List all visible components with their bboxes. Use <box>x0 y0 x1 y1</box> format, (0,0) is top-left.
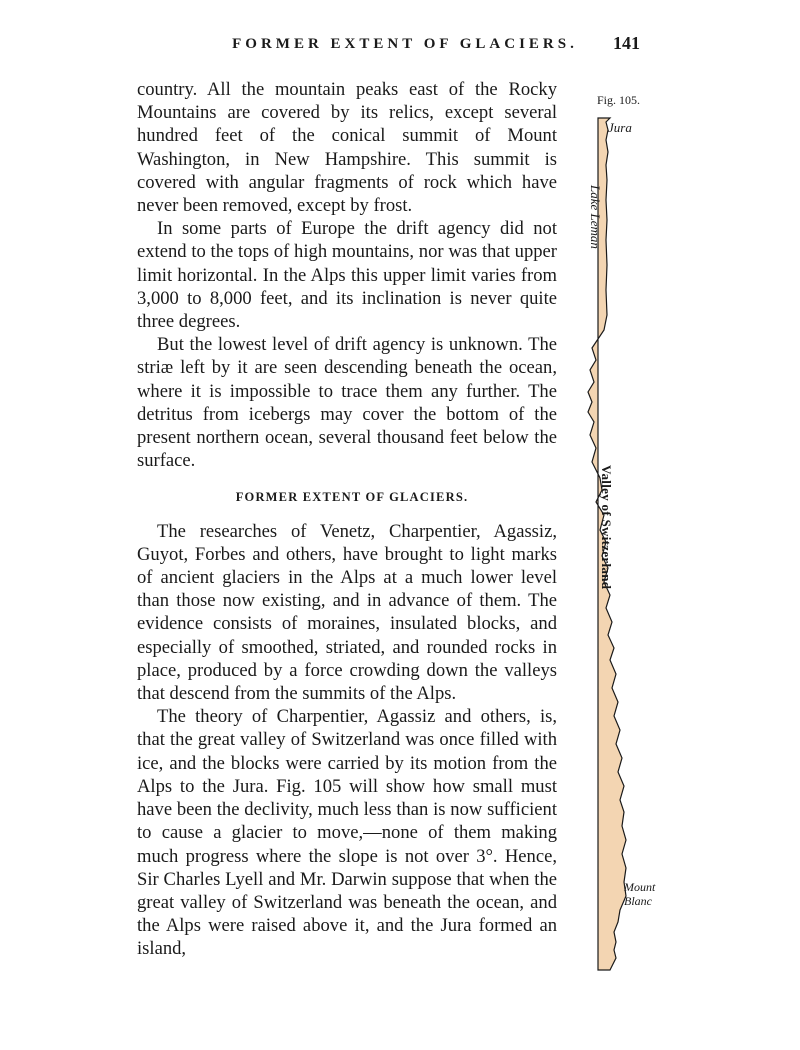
running-title: FORMER EXTENT OF GLACIERS. <box>232 36 578 52</box>
figure-105 <box>570 90 690 990</box>
label-lake-leman: Lake Leman <box>588 185 603 249</box>
label-valley-of-switzerland: Valley of Switzerland <box>599 465 614 590</box>
label-mont-blanc <box>624 880 684 908</box>
paragraph-1: country. All the mountain peaks east of the Rocky Mountains are covered by its relics, except several hundred feet of the conical summit of Mount Washington, in New Hampshire. This summit is covered with angular fragments of rock which have never been removed, except by frost. <box>137 79 557 217</box>
paragraph-5: The theory of Charpentier, Agassiz and others, is, that the great valley of Switzerland was once filled with ice, and the blocks were carried by its motion from the Alps to the Jura. Fig. 105 will show how small must have been the declivity, much less than is now sufficient to cause a glacier to move,—none of them making much progress where the slope is not over 3°. Hence, Sir Charles Lyell and Mr. Darwin suppose that when the great valley of Switzerland was beneath the ocean, and the Alps were raised above it, and the Jura formed an island, <box>137 706 557 960</box>
section-heading: FORMER EXTENT OF GLACIERS. <box>235 490 469 505</box>
label-mont-blanc-line2: Blanc <box>624 894 652 908</box>
figure-label: Fig. 105. <box>597 93 641 107</box>
paragraph-3: But the lowest level of drift agency is unknown. The striæ left by it are seen descending beneath the ocean, where it is impossible to trace them any further. The detritus from icebergs may cover the bottom of the present northern ocean, several thousand feet below the surface. <box>137 334 557 472</box>
label-mont-blanc-line1: Mount <box>624 880 656 894</box>
page-number: 141 <box>613 33 640 53</box>
paragraph-4: The researches of Venetz, Charpentier, Agassiz, Guyot, Forbes and others, have brought to light marks of ancient glaciers in the Alps at a much lower level than those now existing, and in advance of them. The evidence consists of moraines, insulated blocks, and especially of smoothed, striated, and rounded rocks in place, produced by a force crowding down the valleys that descend from the summits of the Alps. <box>137 520 557 705</box>
body-text <box>137 78 557 961</box>
label-jura: Jura <box>608 120 632 135</box>
paragraph-2: In some parts of Europe the drift agency did not extend to the tops of high mountains, nor was that upper limit horizontal. In the Alps this upper limit varies from 3,000 to 8,000 feet, and its inclination is never quite three degrees. <box>137 218 557 333</box>
